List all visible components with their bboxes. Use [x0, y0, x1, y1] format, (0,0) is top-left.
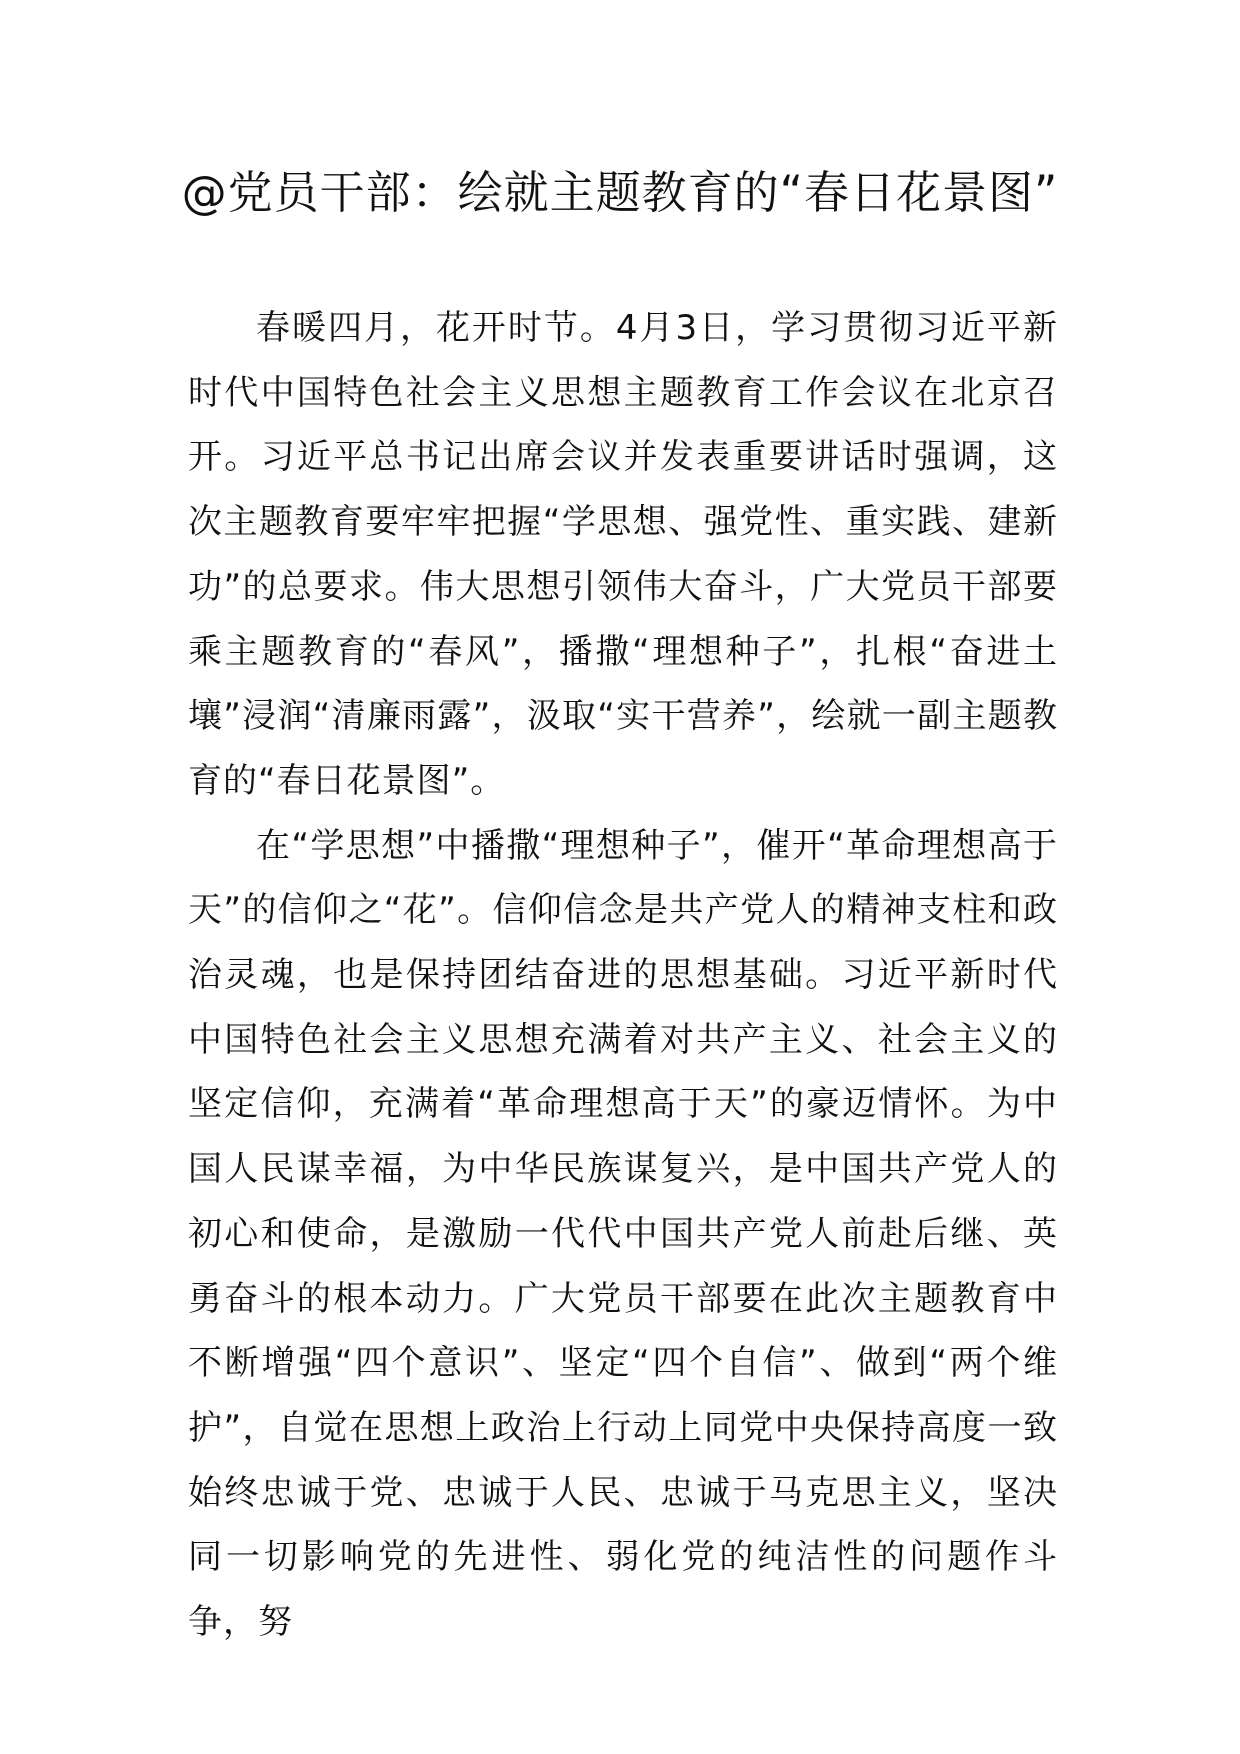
document-title: @党员干部：绘就主题教育的“春日花景图” [181, 166, 1059, 219]
paragraph: 春暖四月，花开时节。4月3日，学习贯彻习近平新时代中国特色社会主义思想主题教育工作会议在北京召开。习近平总书记出席会议并发表重要讲话时强调，这次主题教育要牢牢把握“学思想、强党性、重实践、建新功”的总要求。伟大思想引领伟大奋斗，广大党员干部要乘主题教育的“春风”，播撒“理想种子”，扎根“奋进土壤”浸润“清廉雨露”，汲取“实干营养”，绘就一副主题教育的“春日花景图”。 [188, 308, 1058, 801]
paragraph: 在“学思想”中播撒“理想种子”，催开“革命理想高于天”的信仰之“花”。信仰信念是共产党人的精神支柱和政治灵魂，也是保持团结奋进的思想基础。习近平新时代中国特色社会主义思想充满着对共产主义、社会主义的坚定信仰，充满着“革命理想高于天”的豪迈情怀。为中国人民谋幸福，为中华民族谋复兴，是中国共产党人的初心和使命，是激励一代代中国共产党人前赴后继、英勇奋斗的根本动力。广大党员干部要在此次主题教育中不断增强“四个意识”、坚定“四个自信”、做到“两个维护”，自觉在思想上政治上行动上同党中央保持高度一致始终忠诚于党、忠诚于人民、忠诚于马克思主义，坚决同一切影响党的先进性、弱化党的纯洁性的问题作斗争，努 [188, 825, 1058, 1643]
document-body [188, 296, 1058, 1655]
